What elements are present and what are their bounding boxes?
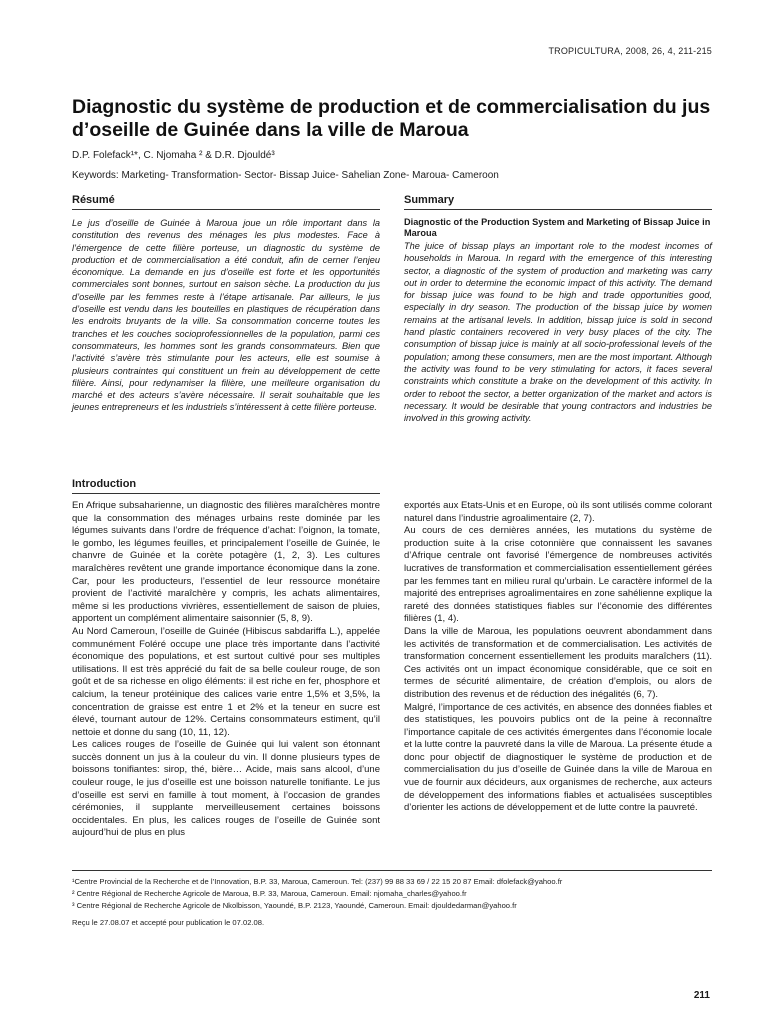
summary-section (404, 194, 712, 424)
authors-line: D.P. Folefack¹*, C. Njomaha ² & D.R. Djouldé³ (72, 150, 275, 161)
footnotes (72, 870, 712, 929)
summary-text: The juice of bissap plays an important role to the modest incomes of households in Maroua. In regard with the emergence of this interesting sector, a diagnostic of the system of production and marketing was carry out in order to determine the economic impact of this activity. The demand for bissap juice was found to be high and trade opportunities good, especially in dry season. The production of the bissap juice by women remains at the artisanal levels. In addition, bissap juice is sold in second hand plastic containers recovered in very busy places of the city. The consumption of bissap juice is mainly at all socio-professional levels of the population; among these consumers, men are the most important. Although the activity was found to be very stimulating for actors, it faces several constraints which constitute a brake on the development of this activity. In order to reboot the sector, a better organization of the market and actors is necessary. It would be desirable that young contractors and industries be involved in this growing activity. (404, 241, 712, 424)
resume-text: Le jus d’oseille de Guinée à Maroua joue un rôle important dans la constitution des revenus des ménages les plus modestes. Face à l’émergence de cette filière porteuse, un diagnostic du système de production et de commercialisation a été conduit, afin de cerner l’enjeu économique. La demande en jus d’oseille est forte et les opportunités commerciales sont bonnes, surtout en saison sèche. La production du jus d’oseille par les femmes reste à l’étape artisanale. Par ailleurs, le jus d’oseille est vendu dans les bouteilles en plastiques de récupération dans les endroits bruyants de la ville. Sa consommation concerne toutes les tranches et les couches socioprofessionnelles de la population, parmi ces consommateurs, les hommes sont les grands consommateurs. Bien que l’activité s’avère très stimulante pour les acteurs, elle est soumise à plusieurs contraintes qui constituent un frein au développement de cette filière. Ainsi, pour redynamiser la filière, une meilleure organisation du marché et des acteurs s’avère nécessaire. Il serait souhaitable que les jeunes entrepreneurs et les industriels s’intéressent à cette filière porteuse. (72, 218, 380, 413)
intro-paragraph: exportés aux Etats-Unis et en Europe, où ils sont utilisés comme colorant naturel dans l’industrie agroalimentaire (2, 7). (404, 500, 712, 524)
keywords-line: Keywords: Marketing- Transformation- Sector- Bissap Juice- Sahelian Zone- Maroua- Cameroon (72, 170, 499, 181)
introduction-heading: Introduction (72, 478, 380, 494)
introduction-left-column (72, 500, 380, 840)
footnote-affiliation-2: ² Centre Régional de Recherche Agricole de Maroua, B.P. 33, Maroua, Cameroun. Email: njomaha_charles@yahoo.fr (72, 889, 467, 898)
intro-paragraph: En Afrique subsaharienne, un diagnostic des filières maraîchères montre que la consommation des ménages urbains reste dominée par les légumes suivants dans l’ordre de fréquence d’achat: l’oignon, la tomate, le gombo, les légumes feuilles, et principalement l’oseille de Guinée, le chanvre de Guinée et la corète potagère (1, 2, 3). Les cultures maraîchères revêtent une grande importance économique dans la zone. Car, pour les producteurs, l’essentiel de leur ressource monétaire provient de l’activité maraîchère y compris, les achats alimentaires, même si les productions vivrières, essentiellement de saison de pluies, apportent un complément alimentaire saisonnier (5, 8, 9). (72, 500, 380, 625)
resume-heading: Résumé (72, 194, 380, 210)
footnote-affiliation-3: ³ Centre Régional de Recherche Agricole de Nkolbisson, Yaoundé, B.P. 2123, Yaoundé, Cameroun. Email: djouldedarman@yahoo.fr (72, 901, 517, 910)
article-title: Diagnostic du système de production et de commercialisation du jus d’oseille de Guinée dans la ville de Maroua (72, 96, 711, 141)
intro-paragraph: Malgré, l’importance de ces activités, en absence des données fiables et des statistiques, les pouvoirs publics ont de la peine à reconnaître l’importance capitale de ces activités émergentes dans l’économie locale et la lutte contre la pauvreté dans la ville de Maroua. La présente étude a donc pour objectif de diagnostiquer le système de production et de commercialisation du jus d’oseille de Guinée dans la ville de Maroua en vue de fournir aux décideurs, aux organismes de recherche, aux acteurs de développement des informations fiables et actualisées susceptibles d’orienter les actions de développement et de lutte contre la pauvreté. (404, 701, 712, 814)
intro-paragraph: Les calices rouges de l’oseille de Guinée qui lui valent son étonnant succès donnent un jus à la couleur du vin. Il donne plusieurs types de boissons tonifiantes: sirop, thé, bière… Acide, mais sans alcool, d’une couleur rouge, le jus d’oseille est une boisson naturelle tonifiante. Le jus d’oseille est servi en famille à tout moment, à l’occasion de grandes cérémonies, il supplante merveilleusement certaines boissons occidentales. En plus, les calices rouges de l’oseille de Guinée sont aujourd’hui de plus en plus (72, 739, 380, 839)
intro-paragraph: Au Nord Cameroun, l’oseille de Guinée (Hibiscus sabdariffa L.), appelée communément Foléré occupe une place très importante dans l’activité économique des populations, et est surtout cultivé pour ses multiples utilisations. Il est très apprécié du fait de sa belle couleur rouge, de son goût et de sa richesse en oligo éléments: il est riche en fer, phosphore et calcium, la teneur protéinique des calices varie entre 1,5% et 3,5%, la concentration de graisse est entre 1 et 2% et la teneur en sucre est élevé, tournant autour de 12%. Certains consommateurs estiment, qu’il nettoie et donne du sang (10, 11, 12). (72, 625, 380, 738)
summary-heading: Summary (404, 194, 712, 210)
intro-paragraph: Dans la ville de Maroua, les populations oeuvrent abondamment dans les activités de transformation et de commercialisation. Les activités de transformation concernent essentiellement les produits maraîchers (11). Ces activités ont un impact économique considérable, que ce soit en termes de sécurité alimentaire, de création d’emplois, ou alors de distribution des revenus et de réduction des inégalités (6, 7). (404, 625, 712, 700)
journal-reference: TROPICULTURA, 2008, 26, 4, 211-215 (548, 46, 712, 56)
summary-subtitle: Diagnostic of the Production System and Marketing of Bissap Juice in Maroua (404, 217, 711, 238)
footnote-affiliation-1: ¹Centre Provincial de la Recherche et de l’Innovation, B.P. 33, Maroua, Cameroun. Tel: (237) 99 88 33 69 / 22 15 20 87 Email: dfolefack@yahoo.fr (72, 877, 563, 886)
intro-paragraph: Au cours de ces dernières années, les mutations du système de production suite à la crise cotonnière que connaissent les savanes d’Afrique centrale ont favorisé l’émergence de nombreuses activités lucratives de transformation et commercialisation essentiellement gérées par les femmes tant en milieu rural qu’urbain. Le caractère informel de la majorité des entreprises agroalimentaires en zone sahélienne explique la rareté des données statistiques fiables sur l’économie des différentes filières (1, 4). (404, 525, 712, 625)
introduction-right-column (404, 500, 712, 815)
received-date: Reçu le 27.08.07 et accepté pour publication le 07.02.08. (72, 918, 265, 927)
page-number: 211 (693, 990, 710, 1001)
resume-section (72, 194, 380, 414)
